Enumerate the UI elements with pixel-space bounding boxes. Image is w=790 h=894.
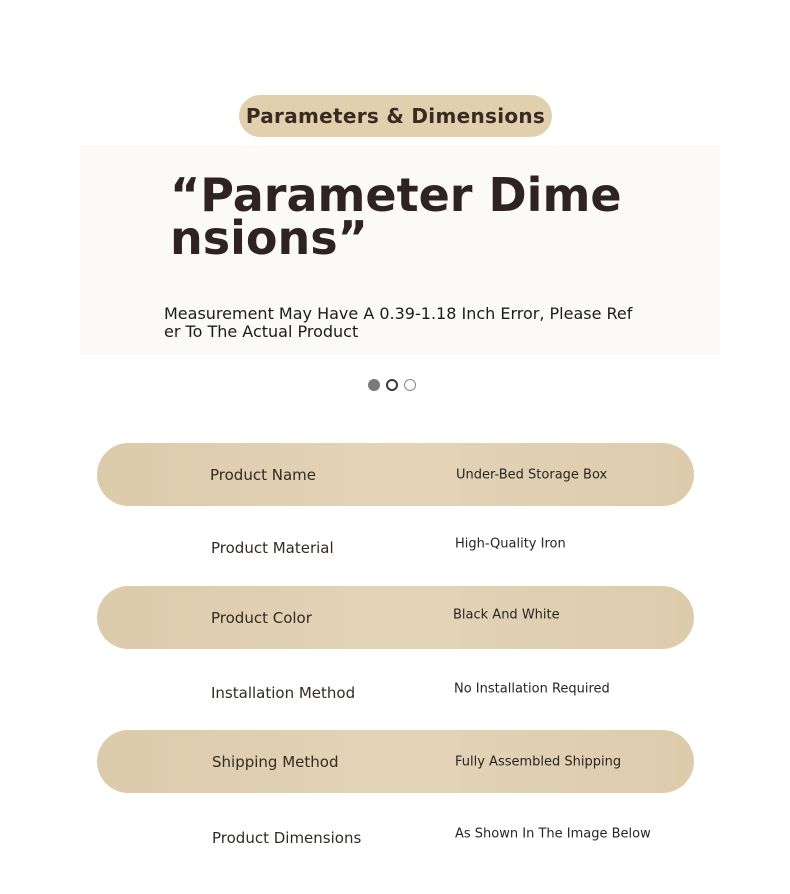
spec-label: Product Color	[211, 608, 312, 627]
spec-value: Fully Assembled Shipping	[455, 754, 622, 769]
section-badge: Parameters & Dimensions	[239, 95, 552, 137]
spec-value: Black And White	[453, 607, 560, 623]
spec-label: Product Material	[211, 538, 334, 557]
carousel-indicator	[368, 379, 416, 391]
carousel-dot-3[interactable]	[404, 379, 416, 391]
spec-value: Under-Bed Storage Box	[456, 467, 608, 482]
spec-label: Product Dimensions	[212, 828, 362, 847]
measurement-note: Measurement May Have A 0.39-1.18 Inch Error, Please Refer To The Actual Product	[164, 304, 633, 341]
spec-value: As Shown In The Image Below	[455, 826, 651, 842]
spec-row-product-material	[97, 516, 694, 579]
spec-row-product-color	[97, 586, 694, 649]
carousel-dot-2[interactable]	[386, 379, 398, 391]
carousel-dot-1[interactable]	[368, 379, 380, 391]
spec-row-product-dimensions	[97, 806, 694, 869]
spec-value: High-Quality Iron	[455, 536, 566, 552]
page-title: “Parameter Dimensions”	[170, 168, 622, 265]
spec-row-product-name	[97, 443, 694, 506]
spec-row-installation-method	[97, 661, 694, 724]
spec-value: No Installation Required	[454, 681, 610, 697]
spec-label: Shipping Method	[212, 752, 339, 771]
spec-row-shipping-method	[97, 730, 694, 793]
spec-label: Product Name	[210, 465, 316, 484]
spec-label: Installation Method	[211, 683, 356, 702]
